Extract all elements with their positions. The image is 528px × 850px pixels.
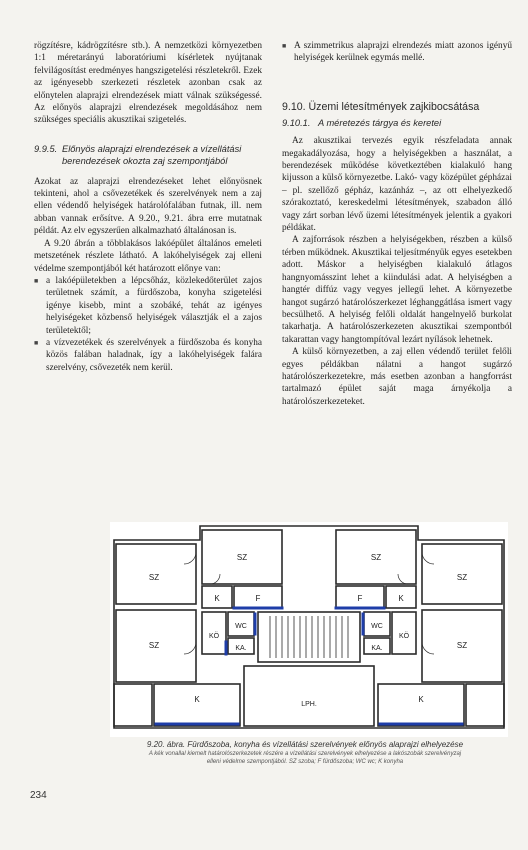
room-label-lph: LPH. (301, 701, 317, 708)
room-label-k: K (418, 695, 424, 704)
subsection-heading (282, 117, 512, 129)
subsection-number: 9.10.1. (282, 117, 311, 128)
left-column (34, 40, 262, 374)
room-label-k: K (398, 594, 404, 603)
bullet-item (34, 275, 262, 337)
bullet-text: a lakóépületekben a lépcsőház, közlekedőterület zajos területnek számít, a fürdőszoba, konyha szigetelési igénye kisebb, mint a szobáké, tehát az igényes helyiségeket közbenső helyiségek választják el a zajos területektől; (46, 275, 262, 336)
paragraph: Az akusztikai tervezés egyik részfeladata annak megakadályozása, hogy a helyiségekben a használat, a berendezések működése következtében kialakuló hang kijusson a külső környezetbe. Lakó- vagy középület gépházai – pl. szellőző gépház, kazánház –, az ott elhelyezkedő szórakoztató, kereskedelmi létesítmények, szabadon álló vagy zárt sorban lévő üzemi létesítmények jelentik a gyakori példákat. (282, 136, 512, 234)
section-title: Üzemi létesítmények zajkibocsátása (308, 100, 480, 113)
room-label-sz: SZ (148, 641, 160, 650)
floor-plan-figure (110, 522, 508, 737)
section-heading (282, 101, 512, 114)
paragraph: A külső környezetben, a zaj ellen védendő terület felőli egyes példákban nálatni a hangot sugárzó határolószerkezetekre, más esetben azonban a hangforrást tartalmazó épület saját maga árnyékolja a határolószerkezeteket. (282, 347, 512, 407)
room-label-sz: SZ (456, 573, 468, 582)
room-label-sz: SZ (370, 553, 382, 562)
subsection-title: Előnyös alaprajzi elrendezések a vízellátási berendezések okozta zaj szempontjából (62, 143, 242, 167)
room-label-f: F (255, 594, 261, 603)
bullet-text: a vízvezetékek és szerelvények a fürdőszoba és konyha közös falában haladnak, így a lakóhelyiségek falára szerelvény, csővezeték nem kerül. (46, 337, 262, 373)
bullet-icon: ■ (34, 276, 39, 285)
right-column (282, 40, 512, 408)
room-label-ka: KA. (235, 645, 247, 652)
paragraph: A zajforrások részben a helyiségekben, részben a külső térben működnek. Akusztikai teljesítményük egyes esetekben adott. Máskor a helyiségben kialakuló átlagos hangnyomásszint lehet a kiindulási adat. A helyiségben a hangtér diffúz vagy vegyes jellegű lehet. A környezetbe hangot sugárzó határolószerkezet léghanggátlása ismert vagy becsülhető. A helyiség felőli oldalát hangelnyelő burkolat takarhatja. A határolószerkezeten akusztikai szempontból takarattan vagy hangtompítóval lezárt nyílások lehetnek. (282, 235, 512, 345)
subsection-heading (34, 143, 262, 168)
room-label-wc: WC (235, 623, 247, 630)
floor-plan-drawing (110, 522, 508, 737)
subsection-title: A méretezés tárgya és keretei (318, 117, 442, 128)
paragraph: rögzítésre, kádrögzítésre stb.). A nemzetközi környezetben 1:1 méretarányú laboratóriumi kísérletek nyújtanak felvilágosítást eredményes hangszigetelési részletekről. Ezek az igényesebb szerkezeti részletek azonban csak az előnytelen alaprajzi elrendezések miatt válnak szükségessé. Az előnyös alaprajzi elrendezések megoldásához nem szükséges speciális akusztikai szigetelés. (34, 41, 262, 126)
room-label-sz: SZ (236, 553, 248, 562)
paragraph: Azokat az alaprajzi elrendezéseket lehet előnyösnek tekinteni, ahol a csővezetékek és szerelvények nem a zaj ellen védendő helyiségek határolófalában futnak, ill. nem abban vannak erősítve. A 9.20., 9.21. ábra erre mutatnak példát. Az elv egyszerűen alkalmazható általánosan is. (34, 176, 262, 237)
subsection-number: 9.9.5. (34, 143, 58, 154)
bullet-text: A szimmetrikus alaprajzi elrendezés miatt azonos igényű helyiségek kerülnek egymás mellé. (294, 41, 512, 64)
room-label-ka: KA. (371, 645, 383, 652)
room-label-sz: SZ (456, 641, 468, 650)
bullet-item (282, 40, 512, 65)
caption-note: elleni védelme szempontjából. SZ szoba; F fürdőszoba; WC wc; K konyha (206, 759, 404, 765)
room-label-sz: SZ (148, 573, 160, 582)
caption-note: A kék vonallal kiemelt határolószerkezetek részére a vízellátási szerelvények elhelyezése a lakószobák szerelvényzaj (148, 751, 462, 757)
bullet-icon: ■ (34, 338, 39, 347)
figure-caption (95, 740, 515, 766)
section-number: 9.10. (282, 100, 306, 113)
page-number: 234 (30, 790, 47, 801)
bullet-icon: ■ (282, 42, 287, 50)
room-label-ko: KÖ (208, 633, 220, 640)
paragraph: A 9.20 ábrán a többlakásos lakóépület általános emeleti metszetének részlete látható. A lakóhelyiségek zaj elleni védelme szempontjából két határozott előnye van: (34, 238, 262, 274)
room-label-f: F (357, 594, 363, 603)
room-label-k: K (214, 594, 220, 603)
room-label-ko: KÖ (398, 633, 410, 640)
caption-title: 9.20. ábra. Fürdőszoba, konyha és vízellátási szerelvények előnyös alaprajzi elhelyezése (146, 740, 464, 749)
bullet-item (34, 337, 262, 374)
room-label-k: K (194, 695, 200, 704)
room-label-wc: WC (371, 623, 383, 630)
